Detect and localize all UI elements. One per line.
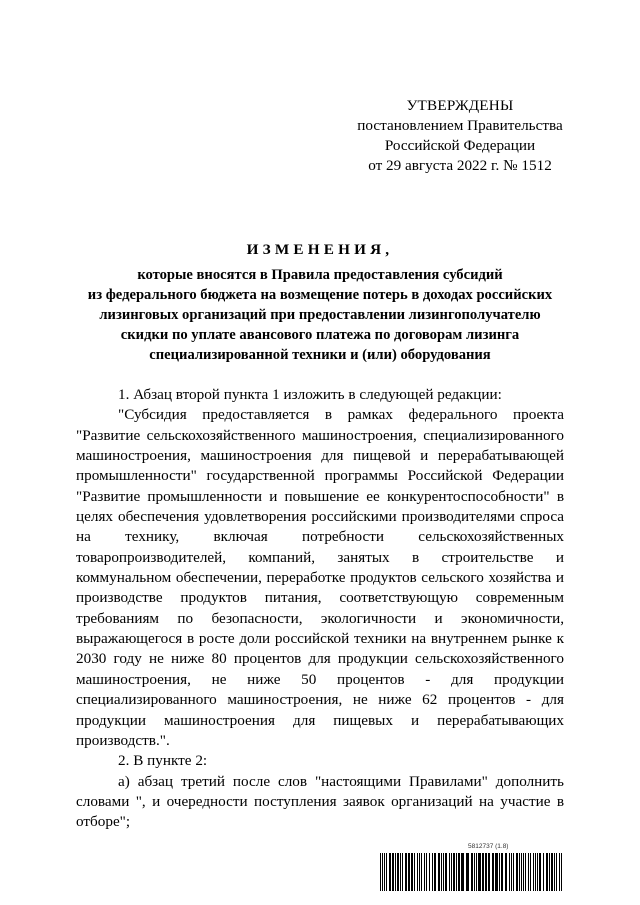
subtitle-line: специализированной техники и (или) оборудования bbox=[149, 347, 491, 363]
subtitle-line: лизинговых организаций при предоставлении лизингополучателю bbox=[99, 307, 541, 323]
barcode-number: 5812737 (1.8) bbox=[468, 843, 509, 850]
approval-decree-line: постановлением Правительства bbox=[357, 117, 563, 134]
document-subtitle bbox=[60, 265, 580, 365]
paragraph-item-2: 2. В пункте 2: bbox=[118, 752, 208, 770]
document-body bbox=[76, 385, 564, 833]
paragraph-quoted-text: "Субсидия предоставляется в рамках федерального проекта "Развитие сельскохозяйственного машиностроения, специализированного машиностроения, машиностроения для пищевой и перерабатывающей промышленности" государственной программы Российской Федерации "Развитие промышленности и повышение ее конкурентоспособности" в целях обеспечения удовлетворения российскими производителями спроса на технику, включая потребности сельскохозяйственных товаропроизводителей, компаний, занятых в строительстве и коммунальном обеспечении, переработке продуктов сельского хозяйства и производстве продуктов питания, соответствующую современным требованиям по безопасности, экологичности и экономичности, выражающегося в росте доли российской техники на внутреннем рынке к 2030 году не ниже 80 процентов для продукции сельскохозяйственного машиностроения, не ниже 50 процентов - для продукции специализированного машиностроения, не ниже 62 процентов - для продукции машиностроения для пищевых и перерабатывающих производств.". bbox=[76, 406, 564, 749]
barcode-image bbox=[380, 853, 566, 891]
approval-heading: УТВЕРЖДЕНЫ bbox=[406, 97, 514, 114]
approval-block bbox=[340, 96, 580, 176]
subtitle-line: из федерального бюджета на возмещение потерь в доходах российских bbox=[87, 287, 553, 303]
subtitle-line: которые вносятся в Правила предоставления субсидий bbox=[137, 267, 503, 283]
document-title: ИЗМЕНЕНИЯ, bbox=[246, 241, 394, 258]
paragraph-item-1: 1. Абзац второй пункта 1 изложить в следующей редакции: bbox=[118, 386, 502, 403]
barcode bbox=[380, 843, 566, 893]
paragraph-subitem-a: а) абзац третий после слов "настоящими Правилами" дополнить словами ", и очередности поступления заявок организаций на участие в отборе"; bbox=[76, 772, 564, 831]
approval-government-line: Российской Федерации bbox=[384, 137, 536, 154]
subtitle-line: скидки по уплате авансового платежа по договорам лизинга bbox=[120, 327, 520, 343]
approval-date-number: от 29 августа 2022 г. № 1512 bbox=[368, 157, 552, 174]
